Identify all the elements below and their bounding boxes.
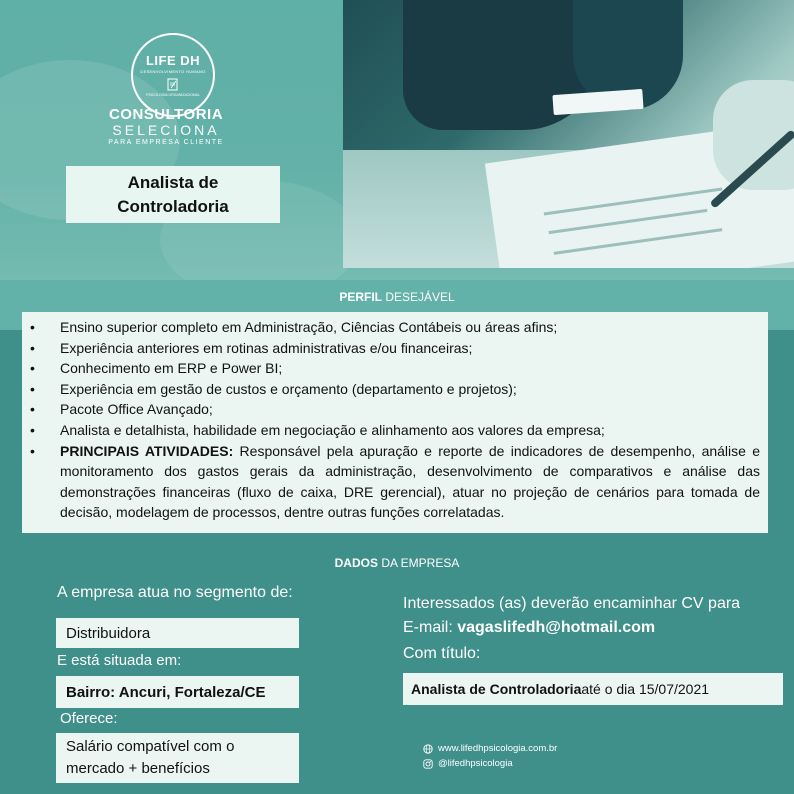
offer-value-box	[56, 733, 299, 783]
brand-line-3: PARA EMPRESA CLIENTE	[108, 139, 224, 146]
perfil-heading-bold: PERFIL	[339, 290, 382, 304]
requirement-text: Conhecimento em ERP e Power BI;	[60, 360, 283, 377]
segment-value: Distribuidora	[66, 624, 151, 642]
dados-heading-bold: DADOS	[334, 556, 378, 570]
subject-label: Com título:	[403, 645, 481, 662]
offer-line-1: Salário compatível com o	[66, 738, 235, 755]
logo-sub: PSICOLOGIA ORGANIZACIONAL	[146, 93, 200, 97]
requirement-item	[22, 338, 760, 359]
requirement-item	[22, 379, 760, 400]
requirement-item	[22, 358, 760, 379]
activities-item	[22, 441, 760, 523]
perfil-heading-rest: DESEJÁVEL	[381, 290, 455, 304]
dados-heading	[0, 556, 794, 570]
bullet: •	[30, 319, 35, 335]
logo-name: LIFE DH	[145, 53, 201, 68]
requirements-box	[22, 312, 768, 533]
bullet: •	[30, 401, 35, 418]
requirement-text: Experiência em gestão de custos e orçamento (departamento e projetos);	[60, 380, 517, 397]
email-address[interactable]: vagaslifedh@hotmail.com	[457, 619, 656, 636]
perfil-heading	[0, 290, 794, 304]
brand-line-2: SELECIONA	[112, 122, 220, 138]
activities-text: Responsável pela apuração e reporte de indicadores de desempenho, análise e monitoramento dos gastos gerais da administração, desenvolvimento de comparativos e análise das demonstrações financeiras (fluxo de caixa, DRE gerencial), atuar no projeção de cenários para tomada de decisão, modelagem de processos, dentre outras funções correlatadas.	[60, 442, 761, 521]
activities-label: PRINCIPAIS ATIVIDADES:	[60, 442, 234, 459]
bullet: •	[30, 380, 35, 397]
location-label: E está situada em:	[57, 652, 182, 669]
instagram-handle[interactable]: @lifedhpsicologia	[438, 758, 513, 769]
segment-value-box	[56, 618, 299, 648]
requirement-text: Ensino superior completo em Administração, Ciências Contábeis ou áreas afins;	[60, 319, 558, 335]
location-value-box	[56, 676, 299, 708]
instagram-line	[423, 758, 513, 769]
requirement-text: Pacote Office Avançado;	[60, 401, 213, 418]
email-label: E-mail:	[403, 619, 458, 636]
location-value: Bairro: Ancuri, Fortaleza/CE	[66, 683, 266, 701]
instagram-icon	[423, 759, 433, 769]
offer-label: Oferece:	[60, 710, 118, 727]
bullet: •	[30, 339, 35, 356]
requirement-item	[22, 317, 760, 338]
job-title: Analista de Controladoria	[117, 172, 229, 216]
brand-line-1: CONSULTORIA	[108, 106, 224, 123]
contact-email-line	[403, 619, 655, 637]
job-title-box	[66, 166, 280, 223]
dados-heading-rest: DA EMPRESA	[377, 556, 460, 570]
logo-tagline: DESENVOLVIMENTO HUMANO	[140, 69, 206, 74]
subject-title: Analista de Controladoria	[411, 681, 582, 697]
header-photo	[343, 0, 794, 268]
requirement-item	[22, 420, 760, 441]
requirement-text: Experiência anteriores em rotinas administrativas e/ou financeiras;	[60, 339, 473, 356]
contact-instruction: Interessados (as) deverão encaminhar CV para	[403, 595, 741, 612]
website-link[interactable]: www.lifedhpsicologia.com.br	[438, 743, 558, 754]
requirements-list	[22, 317, 760, 523]
document-icon	[167, 78, 179, 91]
requirement-text: Analista e detalhista, habilidade em negociação e alinhamento aos valores da empresa;	[60, 421, 605, 438]
subject-box	[403, 673, 783, 705]
bullet: •	[30, 360, 35, 377]
subject-deadline: até o dia 15/07/2021	[581, 681, 710, 697]
globe-icon	[423, 744, 433, 754]
website-line	[423, 743, 557, 754]
bullet: •	[30, 442, 35, 459]
bullet: •	[30, 421, 35, 438]
logo	[131, 33, 215, 117]
offer-line-2: mercado + benefícios	[66, 760, 210, 777]
segment-label: A empresa atua no segmento de:	[57, 584, 293, 601]
requirement-item	[22, 399, 760, 420]
